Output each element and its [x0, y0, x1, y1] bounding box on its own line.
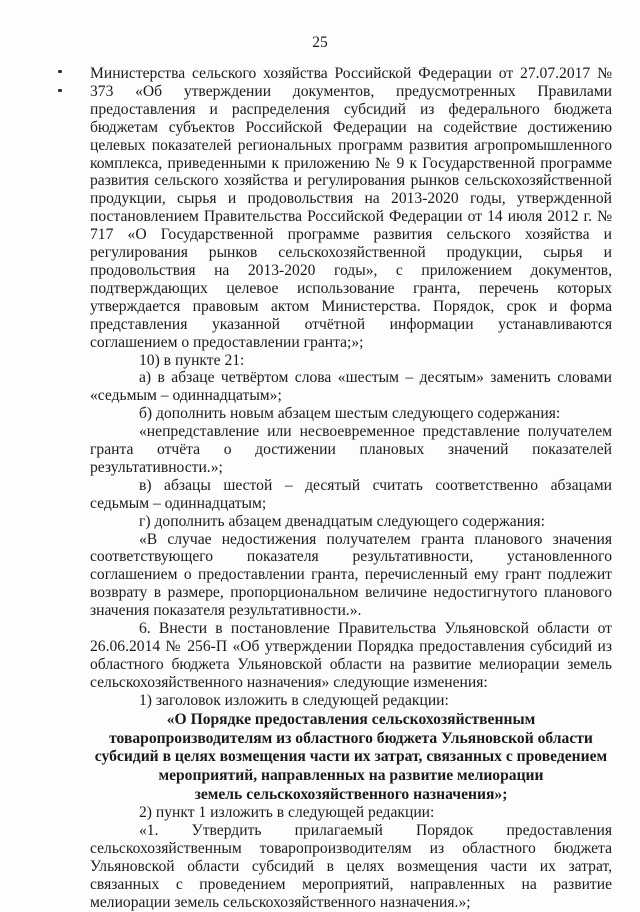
paragraph-3: а) в абзаце четвёртом слова «шестым – десятым» заменить словами «седьмым – одиннадцатым»; [90, 369, 612, 405]
bold-heading-line-3: субсидий в целях возмещения части их затрат, связанных с проведением [94, 748, 608, 766]
margin-mark [58, 70, 62, 73]
paragraph-6: в) абзацы шестой – десятый считать соответственно абзацами седьмым – одиннадцатым; [90, 476, 612, 512]
bold-heading-line-2: товаропроизводителям из областного бюджета Ульяновской области [109, 729, 593, 747]
paragraph-9: 6. Внести в постановление Правительства Ульяновской области от 26.06.2014 № 256-П «Об утверждении Порядка предоставления субсидий из областного бюджета Ульяновской области на развитие мелиорации земель сельскохозяйственного назначения» следующие изменения: [90, 620, 612, 691]
paragraph-10: 1) заголовок изложить в следующей редакции: [139, 691, 449, 709]
paragraph-7: г) дополнить абзацем двенадцатым следующего содержания: [139, 512, 545, 530]
paragraph-11: 2) пункт 1 изложить в следующей редакции: [139, 804, 435, 822]
margin-mark [58, 89, 62, 92]
document-body [90, 65, 612, 912]
page-number: 25 [312, 34, 328, 51]
paragraph-1: Министерства сельского хозяйства Российской Федерации от 27.07.2017 № 373 «Об утверждении документов, предусмотренных Правилами предоставления и распределения субсидий из федерального бюджета бюджетам субъектов Российской Федерации на содействие достижению целевых показателей региональных программ развития агропромышленного комплекса, приведенными к приложению № 9 к Государственной программе развития сельского хозяйства и регулирования рынков сельскохозяйственной продукции, сырья и продовольствия на 2013-2020 годы, утвержденной постановлением Правительства Российской Федерации от 14 июля 2012 г. № 717 «О Государственной программе развития сельского хозяйства и регулирования рынков сельскохозяйственной продукции, сырья и продовольствия на 2013-2020 годы», с приложением документов, подтверждающих целевое использование гранта, перечень которых утверждается правовым актом Министерства. Порядок, срок и форма представления указанной отчётной информации устанавливаются соглашением о предоставлении гранта;»; [90, 65, 612, 351]
paragraph-4: б) дополнить новым абзацем шестым следующего содержания: [139, 405, 561, 423]
bold-heading-line-5: земель сельскохозяйственного назначения»; [194, 786, 508, 804]
paragraph-12: «1. Утвердить прилагаемый Порядок предоставления сельскохозяйственным товаропроизводителям из областного бюджета Ульяновской области субсидий в целях возмещения части их затрат, связанных с проведением мероприятий, направленных на развитие мелиорации земель сельскохозяйственного назначения.»; [90, 822, 612, 911]
paragraph-5: «непредставление или несвоевременное представление получателем гранта отчёта о достижении плановых значений показателей результативности.»; [90, 423, 612, 476]
bold-heading-line-4: мероприятий, направленных на развитие мелиорации [158, 767, 544, 785]
paragraph-8: «В случае недостижения получателем гранта планового значения соответствующего показателя результативности, установленного соглашением о предоставлении гранта, перечисленный ему грант подлежит возврату в размере, пропорциональном величине недостигнутого планового значения показателя результативности.». [90, 530, 612, 620]
bold-heading-line-1: «О Порядке предоставления сельскохозяйственным [166, 710, 536, 728]
paragraph-2: 10) в пункте 21: [139, 351, 245, 369]
